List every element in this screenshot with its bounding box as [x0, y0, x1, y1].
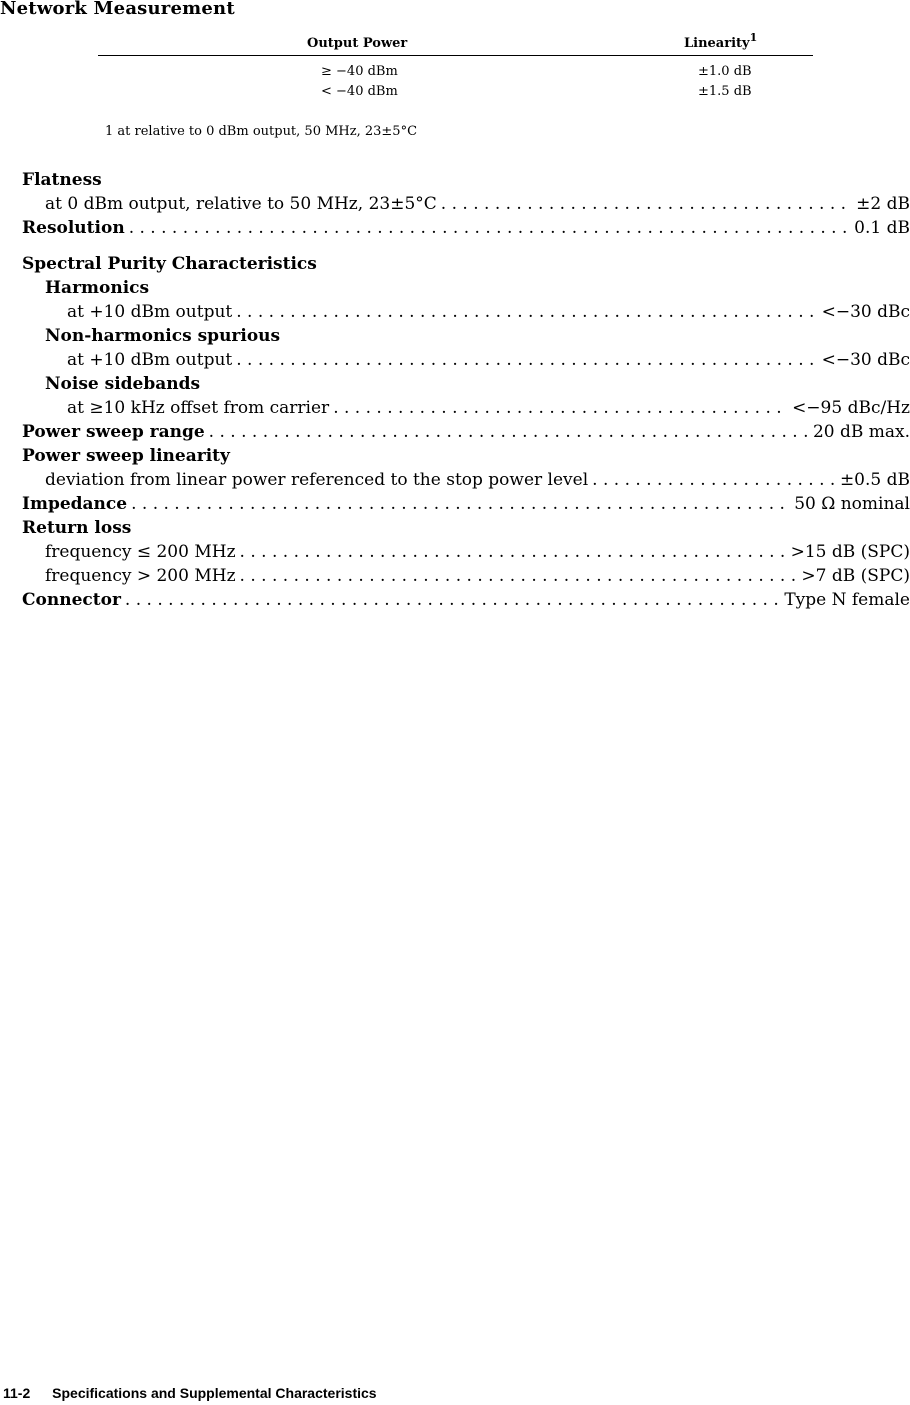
- page-footer: [3, 1385, 377, 1401]
- spec-label: frequency > 200 MHz: [45, 566, 236, 586]
- spec-label: Connector: [22, 590, 121, 610]
- dot-leader: [333, 396, 788, 420]
- dot-leader: [240, 540, 787, 564]
- column-header-output-power: Output Power: [98, 36, 567, 56]
- output-power-cell: < −40 dBm: [321, 84, 398, 99]
- spec-value: 50 Ω nominal: [794, 494, 910, 514]
- power-sweep-range-spec: [22, 420, 910, 444]
- linearity-header-label: Linearity: [684, 36, 750, 51]
- power-sweep-linearity-spec: [22, 468, 910, 492]
- harmonics-spec: [22, 300, 910, 324]
- table-row: [98, 82, 813, 102]
- linearity-table: [98, 31, 813, 102]
- table-footnote: [105, 124, 417, 139]
- spec-label: deviation from linear power referenced to the stop power level: [45, 470, 589, 490]
- power-sweep-linearity-heading: Power sweep linearity: [22, 446, 230, 466]
- spec-value: ±0.5 dB: [839, 470, 910, 490]
- spec-label: at +10 dBm output: [67, 302, 233, 322]
- spec-list: [22, 168, 910, 612]
- dot-leader: [592, 468, 836, 492]
- spec-label: at ≥10 kHz offset from carrier: [67, 398, 330, 418]
- spec-label: at +10 dBm output: [67, 350, 233, 370]
- return-loss-low-spec: [22, 540, 910, 564]
- flatness-heading: Flatness: [22, 170, 102, 190]
- impedance-spec: [22, 492, 910, 516]
- dot-leader: [441, 192, 852, 216]
- section-title: Network Measurement: [0, 0, 235, 19]
- dot-leader: [240, 564, 798, 588]
- harmonics-heading: Harmonics: [45, 278, 150, 298]
- flatness-spec: [22, 192, 910, 216]
- spec-label: Resolution: [22, 218, 125, 238]
- spec-label: Impedance: [22, 494, 128, 514]
- chapter-title: Specifications and Supplemental Characteristics: [52, 1385, 377, 1401]
- dot-leader: [131, 492, 790, 516]
- linearity-cell: ±1.0 dB: [698, 64, 752, 79]
- column-header-linearity: [567, 31, 813, 56]
- spec-value: ±2 dB: [856, 194, 910, 214]
- return-loss-heading: Return loss: [22, 518, 132, 538]
- non-harmonics-spec: [22, 348, 910, 372]
- dot-leader: [209, 420, 809, 444]
- spec-value: <−30 dBc: [821, 350, 910, 370]
- footnote-mark: 1: [105, 124, 114, 139]
- spec-value: <−30 dBc: [821, 302, 910, 322]
- spec-label: at 0 dBm output, relative to 50 MHz, 23±5°C: [45, 194, 437, 214]
- spec-value: >15 dB (SPC): [790, 542, 910, 562]
- spec-label: frequency ≤ 200 MHz: [45, 542, 236, 562]
- spec-value: 0.1 dB: [854, 218, 910, 238]
- linearity-cell: ±1.5 dB: [698, 84, 752, 99]
- footnote-text: at relative to 0 dBm output, 50 MHz, 23±5°C: [117, 124, 418, 139]
- dot-leader: [129, 216, 850, 240]
- return-loss-high-spec: [22, 564, 910, 588]
- spec-label: Power sweep range: [22, 422, 205, 442]
- spec-value: >7 dB (SPC): [801, 566, 910, 586]
- page-number: 11-2: [3, 1385, 31, 1401]
- output-power-cell: ≥ −40 dBm: [321, 64, 398, 79]
- dot-leader: [125, 588, 780, 612]
- spec-value: <−95 dBc/Hz: [792, 398, 910, 418]
- spectral-purity-heading: Spectral Purity Characteristics: [22, 254, 317, 274]
- dot-leader: [236, 348, 817, 372]
- resolution-spec: [22, 216, 910, 240]
- noise-sidebands-heading: Noise sidebands: [45, 374, 201, 394]
- footnote-reference: 1: [749, 31, 758, 44]
- dot-leader: [236, 300, 817, 324]
- spec-value: Type N female: [784, 590, 910, 610]
- table-row: [98, 56, 813, 83]
- connector-spec: [22, 588, 910, 612]
- non-harmonics-heading: Non-harmonics spurious: [45, 326, 281, 346]
- noise-sidebands-spec: [22, 396, 910, 420]
- spec-value: 20 dB max.: [812, 422, 910, 442]
- table-header-row: [98, 36, 813, 56]
